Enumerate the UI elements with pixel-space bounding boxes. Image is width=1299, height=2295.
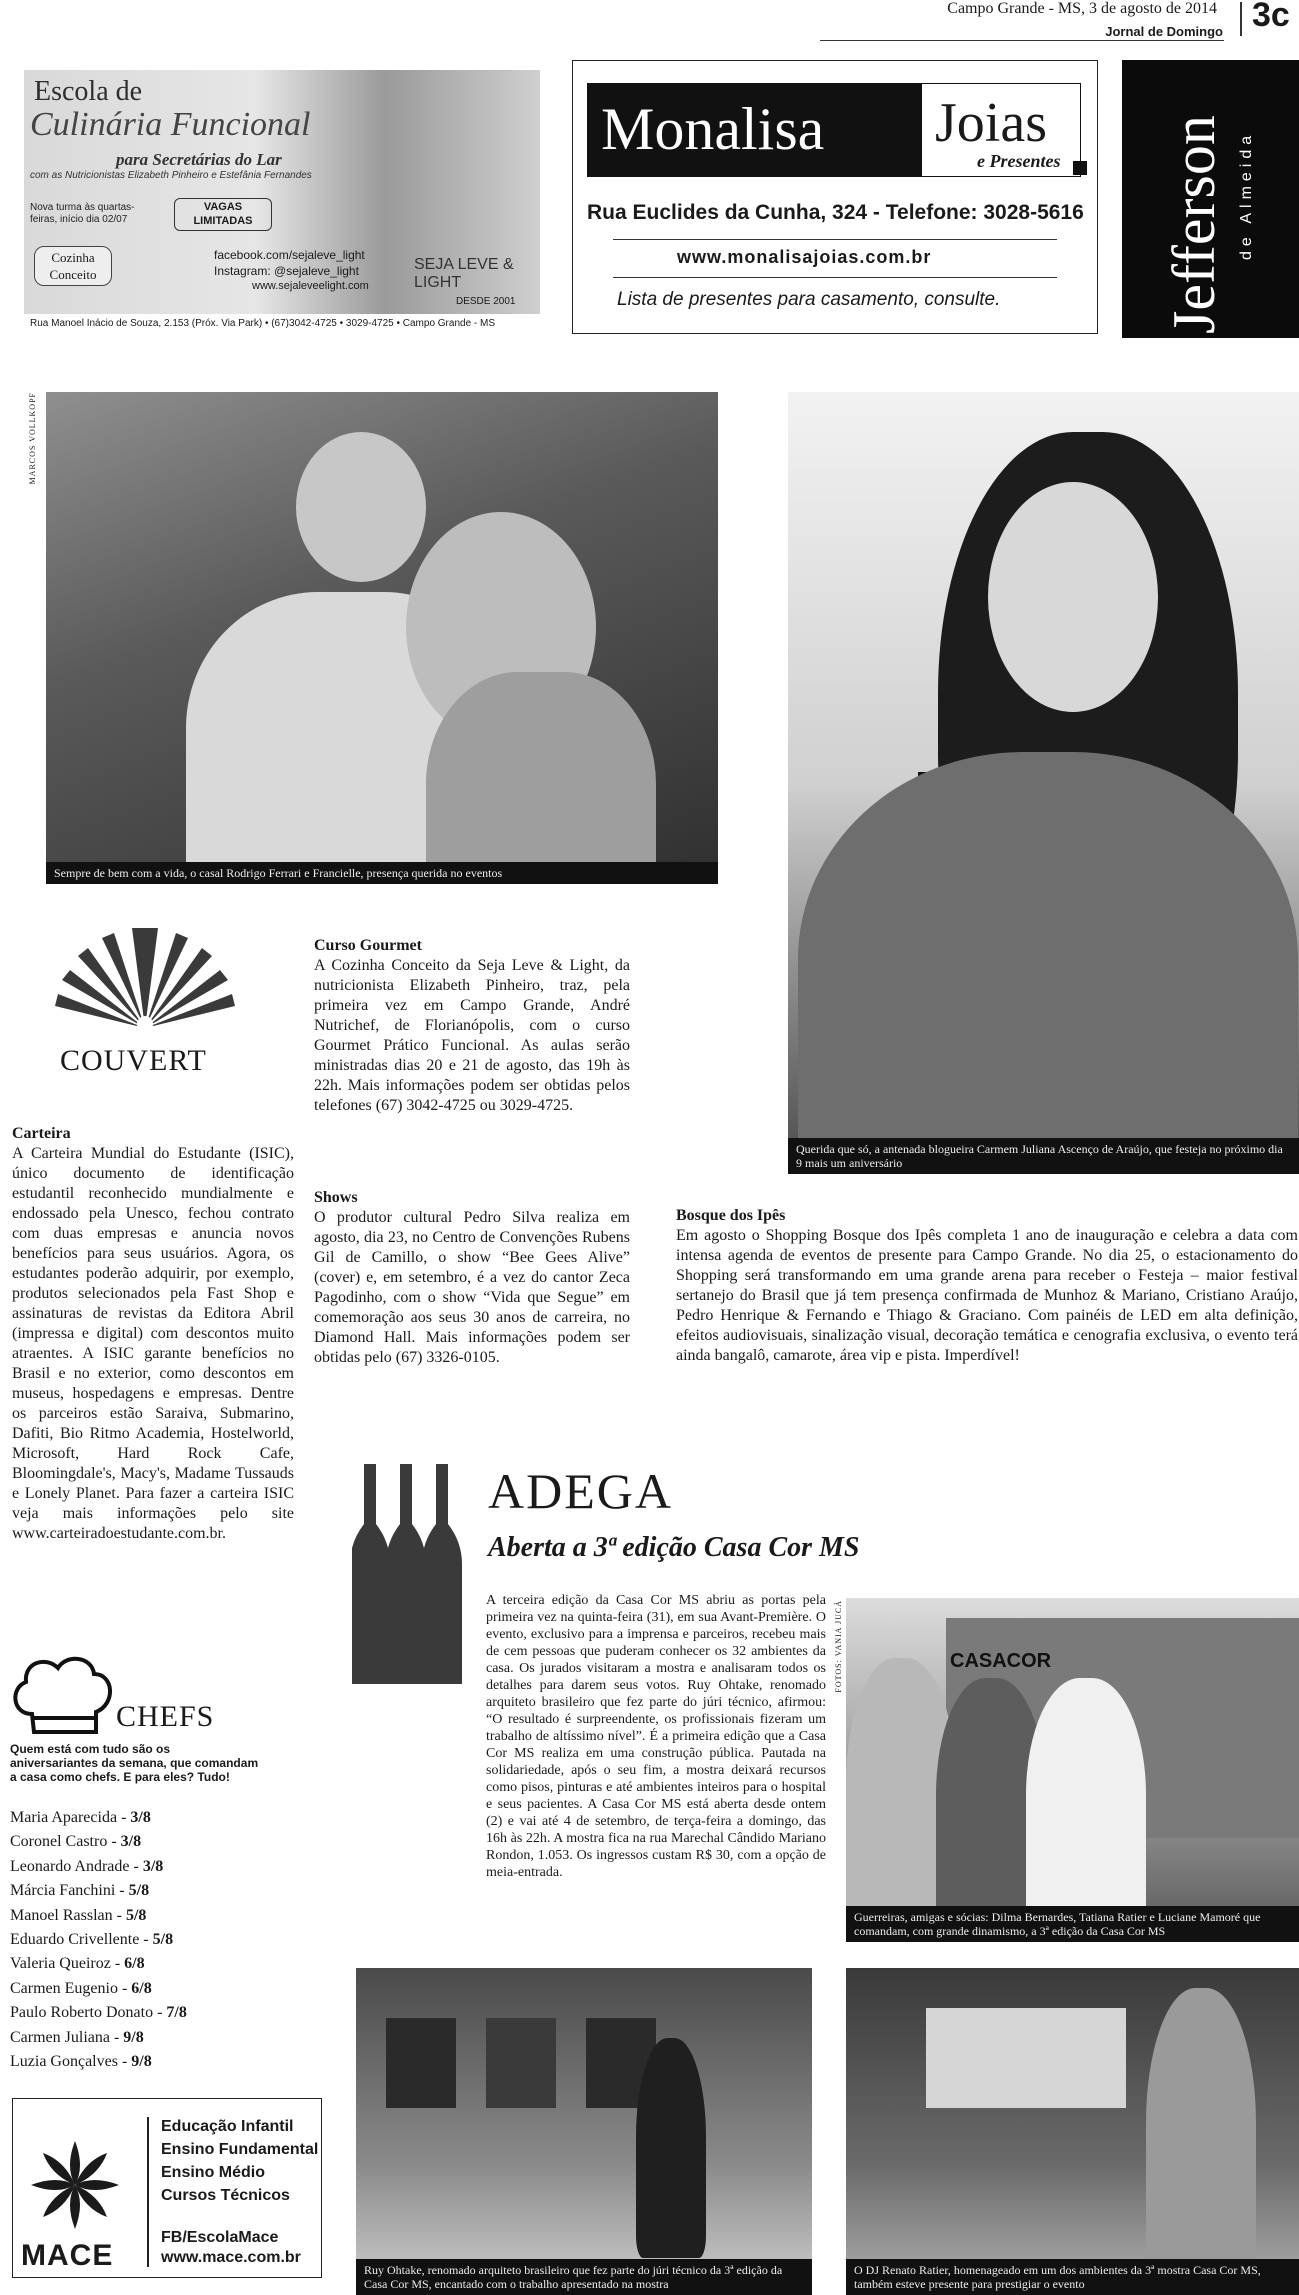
facebook-link[interactable]: facebook.com/sejaleve_light	[214, 248, 365, 262]
cozinha-text: Cozinha Conceito	[49, 250, 97, 282]
culinaria-title-2: Culinária Funcional	[30, 106, 311, 143]
mace-course-line: Ensino Fundamental	[161, 2141, 319, 2158]
culinaria-with: com as Nutricionistas Elizabeth Pinheiro e Estefânia Fernandes	[30, 170, 312, 181]
mace-logo-text: MACE	[21, 2239, 114, 2272]
mace-course-line: Ensino Médio	[161, 2164, 265, 2181]
monalisa-black-square	[1073, 161, 1087, 175]
seja-leve-since: DESDE 2001	[456, 296, 516, 307]
carteira-text: A Carteira Mundial do Estudante (ISIC), único documento de identificação estudantil reconhecido mundialmente e endossado pela Unesco, fechou contrato com duas empresas e anuncia novos benefícios para seus usuários. Agora, os estudantes poderão adquirir, por exemplo, produtos selecionados pela Fast Shop e assinaturas de revistas da Editora Abril (impressa e digital) com descontos muito atraentes. A ISIC garante benefícios no Brasil e no exterior, como descontos em museus, hospedagens e empresas. Dentre os parceiros estão Saraiva, Submarino, Dafiti, Bio Ritmo Academia, Hostelworld, Microsoft, Hard Rock Cafe, Bloomingdale's, Macy's, Madame Tussauds e Lonely Planet. Para fazer a carteira ISIC veja mais informações pelo site www.carteiradoestudante.com.br.	[12, 1145, 294, 1542]
chef-name: Coronel Castro	[10, 1833, 108, 1851]
chef-birthday-item: Carmen Juliana - 9/8	[10, 2028, 144, 2046]
woman-face	[988, 482, 1158, 712]
couvert-fan-icon	[50, 928, 240, 1032]
couple-photo	[46, 392, 718, 884]
chef-hat-icon	[10, 1652, 118, 1740]
casacor-photo	[846, 1598, 1299, 1942]
woman-dress	[426, 672, 656, 884]
culinaria-vagas: VAGAS LIMITADAS	[174, 198, 272, 231]
mace-divider	[147, 2117, 149, 2267]
monalisa-address: Rua Euclides da Cunha, 324 - Telefone: 3028-5616	[587, 201, 1084, 224]
chef-birthday-item: Paulo Roberto Donato - 7/8	[10, 2004, 187, 2022]
jefferson-ad[interactable]	[1122, 60, 1299, 338]
bosque-text: Em agosto o Shopping Bosque dos Ipês completa 1 ano de inauguração e celebra a data com intensa agenda de eventos de presente para Campo Grande. No dia 25, o estacionamento do Shopping será transformando em uma grande arena para receber o Festeja – maior festival sertanejo do Brasil que já tem presença confirmada de Munhoz & Mariano, Cristiano Araújo, Pedro Henrique & Fernando e Thiago & Graciano. Com painéis de LED em alta definição, efeitos audiovisuais, sinalização visual, decoração temática e cenografia exclusiva, o evento terá ainda bangalô, camarote, área vip e pista. Imperdível!	[676, 1227, 1298, 1364]
monalisa-site[interactable]: www.monalisajoias.com.br	[677, 247, 932, 267]
couple-caption: Sempre de bem com a vida, o casal Rodrigo Ferrari e Francielle, presença querida no eventos	[46, 862, 718, 884]
chef-date: 3/8	[142, 1857, 164, 1875]
chef-name: Márcia Fanchini	[10, 1882, 116, 1900]
page-header	[0, 0, 1299, 46]
monalisa-rule-2	[613, 277, 1057, 278]
chef-name: Paulo Roberto Donato	[10, 2004, 154, 2022]
gourmet-text: A Cozinha Conceito da Seja Leve & Light, da nutricionista Elizabeth Pinheiro, traz, pela primeira vez em Campo Grande, André Nutrichef, de Florianópolis, com o curso Gourmet Prático Funcional. As aulas serão ministradas dias 20 e 21 de agosto, das 19h às 22h. Mais informações podem ser obtidas pelos telefones (67) 3042-4725 ou 3029-4725.	[314, 957, 630, 1114]
instagram-link[interactable]: Instagram: @sejaleve_light	[214, 264, 359, 278]
seja-leve-brand: SEJA LEVE & LIGHT	[414, 256, 514, 291]
chef-name: Valeria Queiroz	[10, 1955, 111, 1973]
header-rule	[820, 40, 1224, 41]
mace-course-line: Educação Infantil	[161, 2118, 294, 2135]
monalisa-name: Monalisa	[601, 96, 825, 162]
chef-date: 9/8	[131, 2053, 152, 2071]
chefs-intro: Quem está com tudo são os aniversariantes da semana, que comandam a casa como chefs. E para eles? Tudo!	[10, 1742, 259, 1784]
chef-name: Luzia Gonçalves	[10, 2053, 118, 2071]
ratier-photo	[846, 1968, 1299, 2295]
chef-birthday-item: Manoel Rasslan - 5/8	[10, 1906, 147, 1924]
chef-name: Leonardo Andrade	[10, 1857, 130, 1875]
chef-date: 5/8	[125, 1906, 147, 1924]
chefs-title: CHEFS	[116, 1700, 215, 1733]
culinaria-address: Rua Manoel Inácio de Souza, 2.153 (Próx. Via Park) • (67)3042-4725 • 3029-4725 • Campo Grande - MS	[30, 318, 496, 329]
culinaria-new-class: Nova turma às quartas-feiras, início dia 02/07	[30, 202, 135, 225]
shows-text: O produtor cultural Pedro Silva realiza em agosto, dia 23, no Centro de Convenções Rubens Gil de Camillo, o show “Bee Gees Alive” (cover) e, em setembro, é a vez do cantor Zeca Pagodinho, com o show “Vida que Segue” em comemoração aos seus 30 anos de carreira, no Diamond Hall. Mais informações podem ser obtidas pelo (67) 3326-0105.	[314, 1209, 630, 1366]
chefs-list	[10, 1806, 290, 2074]
adega-text: A terceira edição da Casa Cor MS abriu as portas pela primeira vez na quinta-feira (31), em sua Avant-Première. O evento, exclusivo para a imprensa e parceiros, recebeu mais de cem pessoas que puderam conhecer os 32 ambientes da casa. Os jurados visitaram a mostra e analisaram todos os detalhes para darem seus votos. Ruy Ohtake, renomado arquiteto brasileiro que fez parte do júri técnico, afirmou: “O resultado é surpreendente, os profissionais fizeram um trabalho de altíssimo nível”. É a primeira edição que a Casa Cor MS realiza em uma construção pública. Pautada na solidariedade, após o seu fim, a mostra deixará recursos como pisos, pinturas e até ambientes inteiros para o hospital e seus pacientes. A Casa Cor MS está aberta desde ontem (2) e vai até 4 de setembro, de terça-feira a domingo, das 16h às 22h. A mostra fica na rua Marechal Cândido Mariano Rondon, 1.053. Os ingressos custam R$ 30, com a opção de meia-entrada.	[486, 1593, 826, 1880]
chef-name: Eduardo Crivellente	[10, 1931, 140, 1949]
mace-fb[interactable]: FB/EscolaMace	[161, 2229, 279, 2246]
chef-name: Carmen Juliana	[10, 2028, 110, 2046]
chef-date: 6/8	[131, 1979, 152, 1997]
wall-art-2	[486, 2018, 556, 2108]
monalisa-tagline: Lista de presentes para casamento, consulte.	[617, 289, 1001, 310]
shows-head: Shows	[314, 1189, 358, 1206]
chef-date: 7/8	[166, 2004, 187, 2022]
couple-photo-credit: MARCOS VOLLKOPF	[28, 392, 37, 485]
chef-name: Manoel Rasslan	[10, 1906, 113, 1924]
culinaria-subtitle: para Secretárias do Lar	[116, 150, 282, 169]
header-divider	[1240, 2, 1242, 36]
chef-birthday-item: Eduardo Crivellente - 5/8	[10, 1931, 174, 1949]
chef-birthday-item: Valeria Queiroz - 6/8	[10, 1955, 145, 1973]
chef-name: Maria Aparecida	[10, 1809, 118, 1826]
ohtake-caption: Ruy Ohtake, renomado arquiteto brasileiro que fez parte do júri técnico da 3ª edição da Casa Cor MS, encantado com o trabalho apresentado na mostra	[356, 2259, 812, 2295]
mace-course-line: Cursos Técnicos	[161, 2187, 290, 2204]
ratier-caption: O DJ Renato Ratier, homenageado em um dos ambientes da 3ª mostra Casa Cor MS, também esteve presente para prestigiar o evento	[846, 2259, 1299, 2295]
chef-name: Carmen Eugenio	[10, 1979, 118, 1997]
adega-subtitle: Aberta a 3ª edição Casa Cor MS	[488, 1532, 860, 1563]
culinaria-title-1: Escola de	[34, 76, 143, 107]
culinaria-ad[interactable]	[24, 70, 540, 334]
wall-art-1	[386, 2018, 456, 2108]
gourmet-head: Curso Gourmet	[314, 937, 422, 954]
man-figure	[636, 2038, 706, 2258]
culinaria-site[interactable]: www.sejaleveelight.com	[252, 280, 369, 292]
page-number: 3c	[1252, 0, 1290, 34]
carmem-caption: Querida que só, a antenada blogueira Carmem Juliana Ascenço de Araújo, que festeja no próximo dia 9 mais um aniversário	[788, 1138, 1299, 1174]
monalisa-presentes: e Presentes	[977, 151, 1061, 171]
monalisa-ad[interactable]	[572, 60, 1098, 334]
ohtake-photo	[356, 1968, 812, 2295]
chef-birthday-item: Carmen Eugenio - 6/8	[10, 1979, 152, 1997]
casacor-sign: CASACOR	[950, 1650, 1052, 1672]
chef-date: 5/8	[152, 1931, 174, 1949]
cozinha-logo	[34, 246, 112, 286]
chef-birthday-item: Luzia Gonçalves - 9/8	[10, 2053, 152, 2071]
casacor-caption: Guerreiras, amigas e sócias: Dilma Bernardes, Tatiana Ratier e Luciane Mamoré que comandam, com grande dinamismo, a 3ª edição da Casa Cor MS	[846, 1906, 1299, 1942]
jefferson-surname: de Almeida	[1238, 130, 1255, 260]
chef-date: 3/8	[130, 1809, 151, 1826]
mace-logo-icon	[27, 2137, 123, 2233]
chef-birthday-item: Márcia Fanchini - 5/8	[10, 1882, 150, 1900]
paper-name: Jornal de Domingo	[1105, 24, 1223, 39]
adega-title: ADEGA	[488, 1463, 673, 1519]
chef-birthday-item: Coronel Castro - 3/8	[10, 1833, 142, 1851]
woman-jacket	[798, 752, 1298, 1174]
mace-ad[interactable]	[12, 2098, 322, 2278]
man-figure	[1146, 1988, 1256, 2288]
wall-screen	[926, 2008, 1126, 2108]
man-head	[296, 432, 426, 582]
mace-lines	[161, 2115, 318, 2207]
chef-birthday-item: Maria Aparecida - 3/8	[10, 1809, 151, 1826]
bosque-head: Bosque dos Ipês	[676, 1207, 786, 1224]
chef-date: 9/8	[123, 2028, 144, 2046]
carteira-head: Carteira	[12, 1125, 71, 1142]
couvert-title: COUVERT	[60, 1044, 207, 1077]
jefferson-name: Jefferson	[1161, 115, 1227, 334]
carmem-photo	[788, 392, 1299, 1174]
location-date: Campo Grande - MS, 3 de agosto de 2014	[947, 0, 1217, 17]
wine-bottles-icon	[352, 1464, 462, 1690]
chef-date: 6/8	[124, 1955, 145, 1973]
monalisa-joias: Joias	[935, 92, 1047, 154]
woman-3	[1026, 1678, 1146, 1938]
chef-date: 5/8	[128, 1882, 150, 1900]
mace-site[interactable]: www.mace.com.br	[161, 2249, 301, 2266]
chef-date: 3/8	[120, 1833, 142, 1851]
chef-birthday-item: Leonardo Andrade - 3/8	[10, 1857, 164, 1875]
monalisa-rule-1	[613, 239, 1057, 240]
casacor-photo-credit: FOTOS: VANIA JUCÁ	[834, 1600, 843, 1693]
